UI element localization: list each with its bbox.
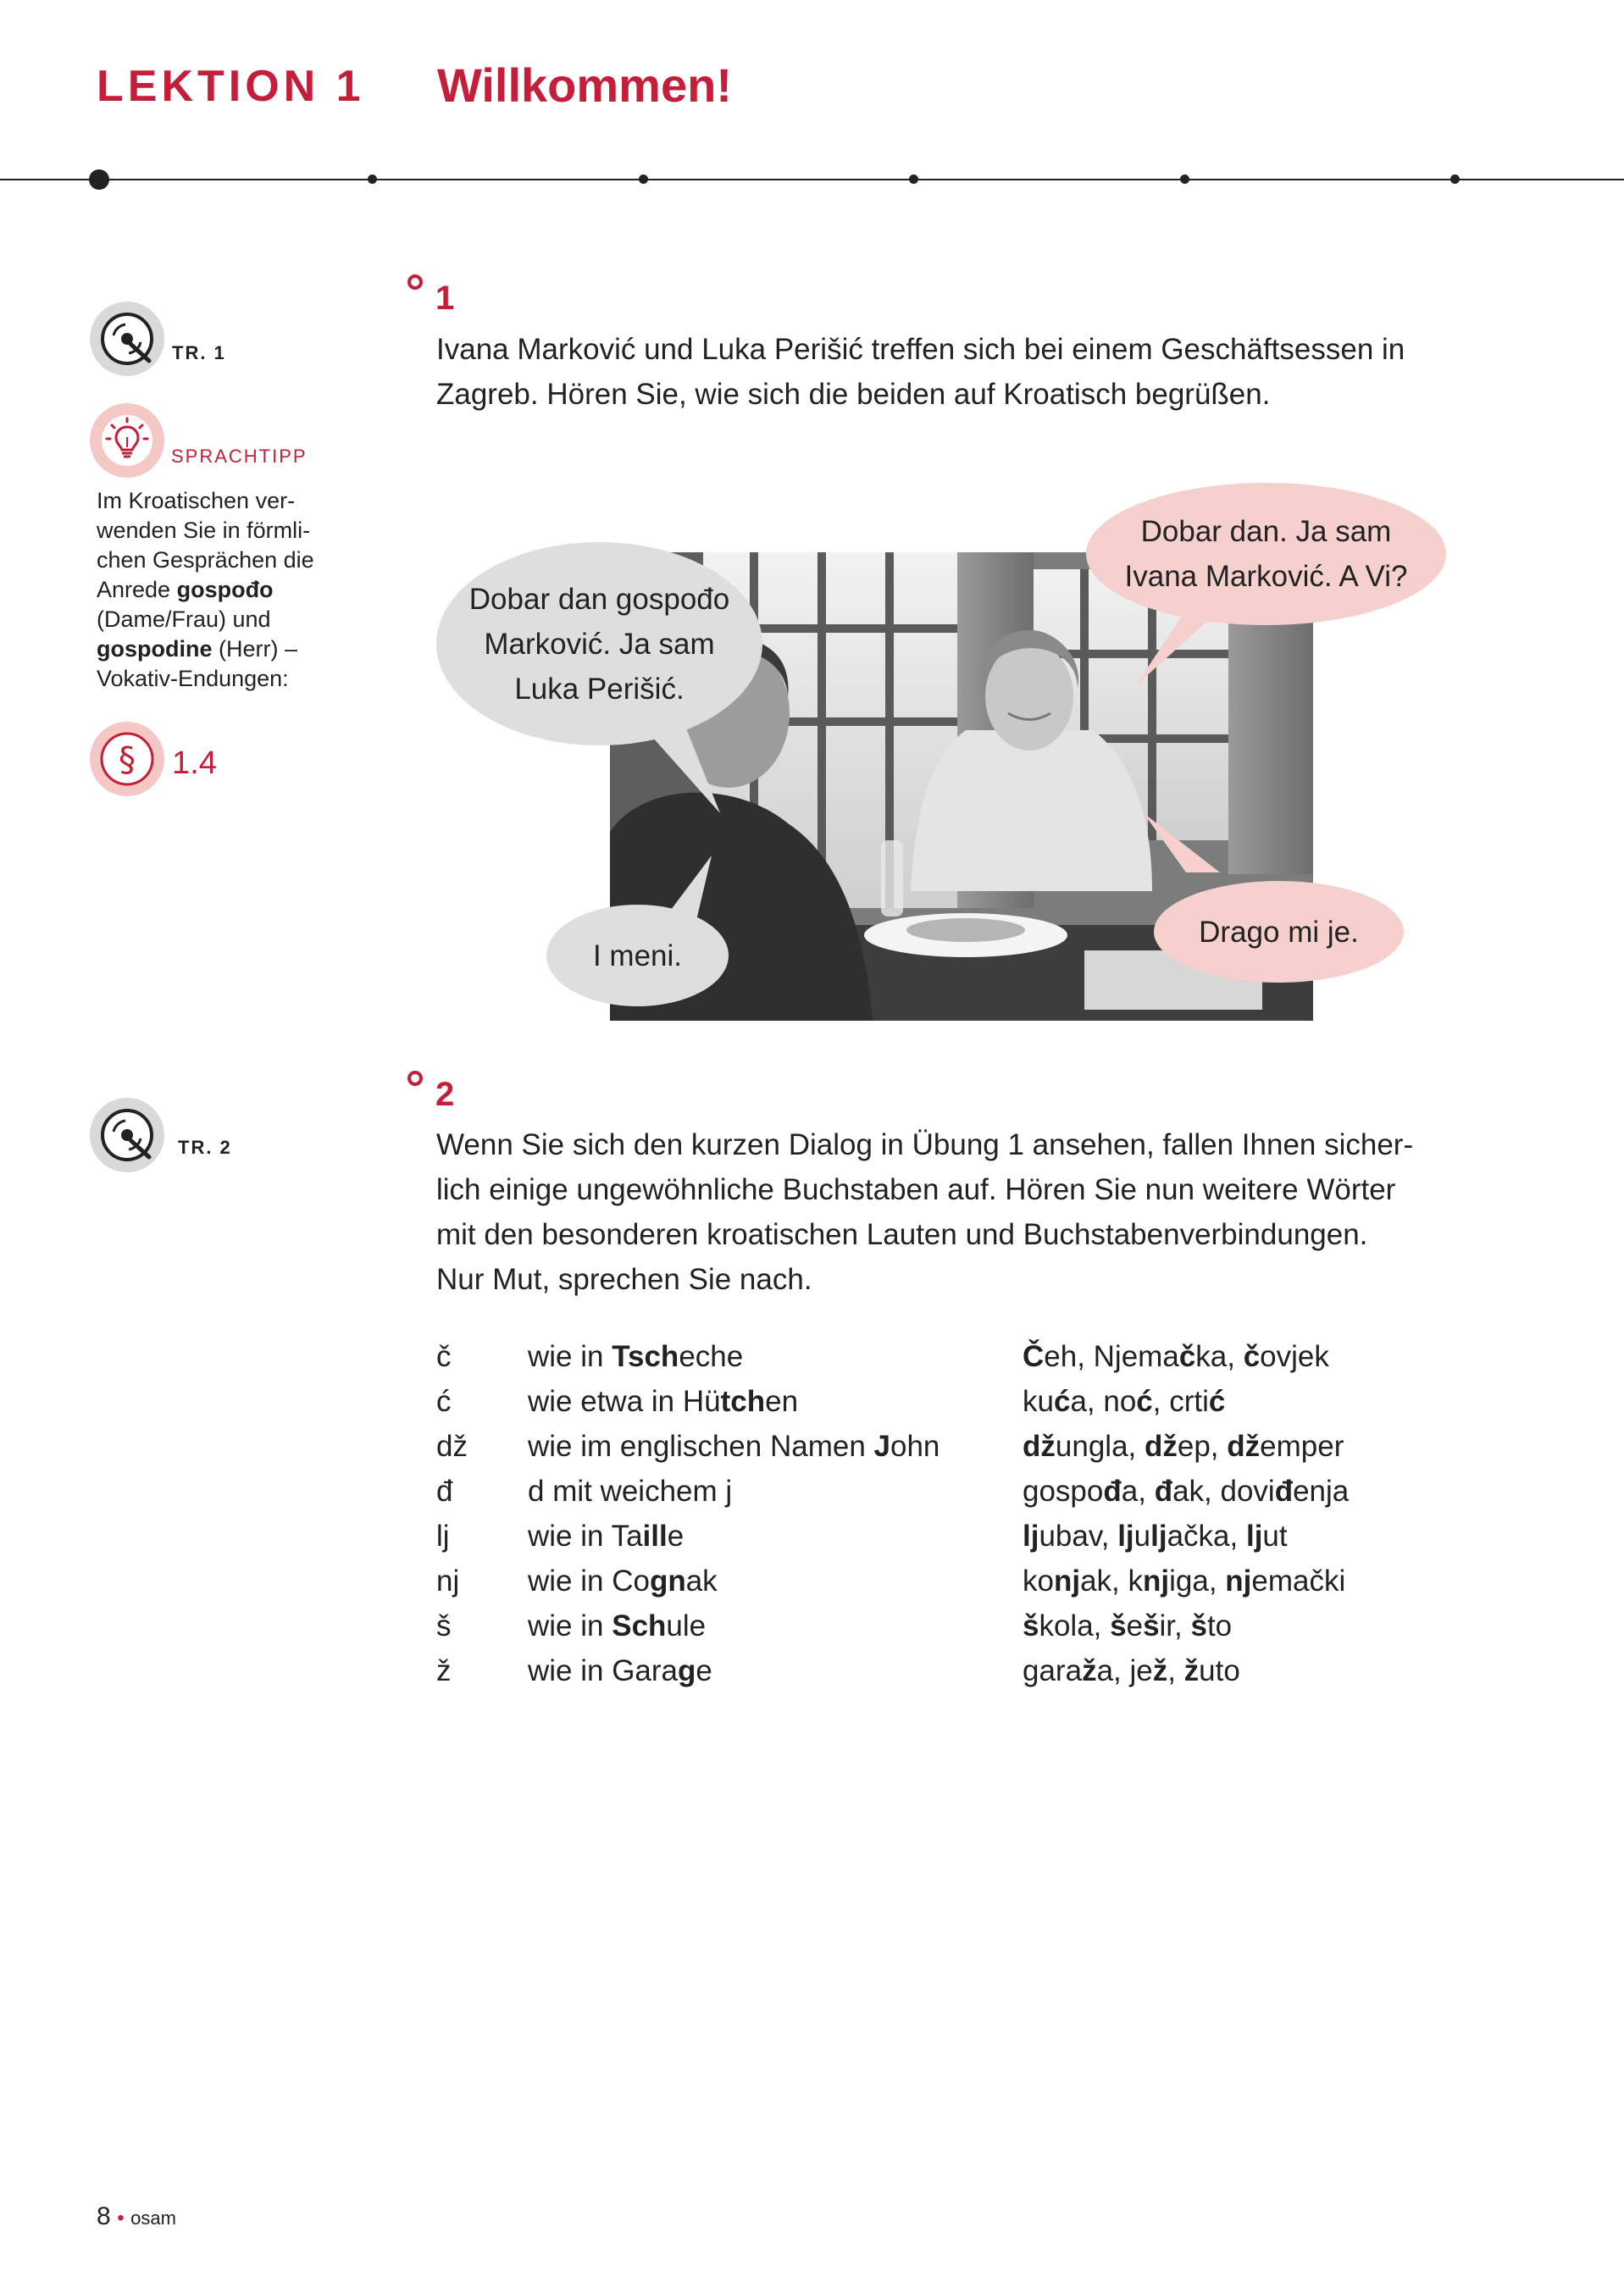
- text-fragment: wie in: [528, 1340, 612, 1373]
- text-fragment: enja: [1293, 1475, 1350, 1508]
- highlighted-letters: Tsch: [612, 1340, 679, 1373]
- highlighted-letters: nj: [1143, 1565, 1170, 1598]
- text-line: Nur Mut, sprechen Sie nach.: [436, 1263, 812, 1296]
- highlighted-letters: gn: [649, 1565, 686, 1598]
- highlighted-letters: đ: [1274, 1475, 1294, 1508]
- highlighted-letters: ć: [1208, 1385, 1226, 1418]
- example-words: [1023, 1514, 1288, 1559]
- exercise-bullet-icon: [407, 1071, 423, 1086]
- highlighted-letters: lj: [1150, 1520, 1167, 1553]
- bubble-line: Drago mi je.: [1199, 915, 1359, 949]
- croatian-letter: ž: [436, 1654, 452, 1687]
- text-fragment: ohn: [890, 1430, 940, 1463]
- highlighted-letters: č: [1178, 1340, 1196, 1373]
- text-fragment: iga,: [1169, 1565, 1226, 1598]
- highlighted-letters: lj: [1023, 1520, 1039, 1553]
- page-number: 8: [97, 2202, 111, 2230]
- text-fragment: ak, dovi: [1172, 1475, 1275, 1508]
- text-fragment: ule: [666, 1609, 707, 1642]
- croatian-letter: š: [436, 1609, 452, 1642]
- text-fragment: ep,: [1177, 1430, 1228, 1463]
- highlighted-letters: Sch: [612, 1609, 667, 1642]
- text-fragment: ut: [1262, 1520, 1288, 1553]
- highlighted-letters: č: [1243, 1340, 1261, 1373]
- track-label-1: TR. 1: [172, 342, 226, 363]
- page-word: osam: [130, 2207, 176, 2229]
- text-fragment: wie in Gara: [528, 1654, 679, 1687]
- tip-label: SPRACHTIPP: [171, 446, 308, 467]
- exercise-number-2: 2: [435, 1076, 455, 1113]
- example-words: [1023, 1603, 1232, 1648]
- text-fragment: e: [667, 1520, 685, 1553]
- text-fragment: d mit weichem j: [528, 1475, 733, 1508]
- text-fragment: wie in: [528, 1609, 612, 1642]
- example-words: [1023, 1334, 1329, 1379]
- text-fragment: emper: [1260, 1430, 1344, 1463]
- grammar-reference[interactable]: 1.4: [172, 745, 217, 781]
- text-fragment: eche: [679, 1340, 744, 1373]
- highlighted-letters: lj: [1117, 1520, 1134, 1553]
- highlighted-letters: ž: [1183, 1654, 1200, 1687]
- croatian-letter: lj: [436, 1520, 450, 1553]
- example-words: [1023, 1648, 1240, 1693]
- highlighted-letters: ć: [1136, 1385, 1153, 1418]
- lesson-label: LEKTION 1: [97, 62, 365, 111]
- highlighted-letters: ill: [642, 1520, 668, 1553]
- tip-line: chen Gesprächen die: [97, 547, 314, 573]
- tip-line: (Dame/Frau) und: [97, 606, 271, 632]
- text-line: Zagreb. Hören Sie, wie sich die beiden auf Kroatisch begrüßen.: [436, 378, 1271, 411]
- croatian-letter: nj: [436, 1565, 460, 1598]
- text-fragment: u: [1133, 1520, 1151, 1553]
- text-fragment: ačka,: [1167, 1520, 1246, 1553]
- bubble-line: Luka Perišić.: [514, 672, 685, 706]
- text-fragment: uto: [1199, 1654, 1240, 1687]
- highlighted-letters: dž: [1227, 1430, 1261, 1463]
- speech-bubble-ivana-reply: [1154, 881, 1404, 983]
- text-line: mit den besonderen kroatischen Lauten und Buchstabenverbindungen.: [436, 1218, 1368, 1251]
- croatian-letter: đ: [436, 1475, 453, 1508]
- speech-bubble-luka-greeting: [436, 542, 762, 745]
- text-fragment: gospo: [1023, 1475, 1104, 1508]
- text-fragment: ubav,: [1039, 1520, 1118, 1553]
- highlighted-letters: nj: [1225, 1565, 1252, 1598]
- text-fragment: e: [696, 1654, 712, 1687]
- highlighted-letters: lj: [1245, 1520, 1263, 1553]
- text-fragment: wie im englischen Namen: [528, 1430, 874, 1463]
- text-fragment: ungla,: [1055, 1430, 1145, 1463]
- highlighted-letters: tch: [720, 1385, 766, 1418]
- text-fragment: ak: [685, 1565, 718, 1598]
- bold-term: gospođo: [176, 577, 274, 602]
- highlighted-letters: ž: [1082, 1654, 1097, 1687]
- example-words: [1023, 1469, 1349, 1514]
- text-fragment: a, je: [1096, 1654, 1153, 1687]
- page-title: Willkommen!: [437, 58, 732, 112]
- croatian-letter: č: [436, 1340, 452, 1373]
- tip-line: Vokativ-Endungen:: [97, 666, 289, 691]
- bubble-line: Dobar dan gospođo: [468, 582, 730, 616]
- text-fragment: a, no: [1070, 1385, 1137, 1418]
- highlighted-letters: š: [1190, 1609, 1207, 1642]
- pronunciation-hint: [528, 1379, 798, 1424]
- text-line: Ivana Marković und Luka Perišić treffen sich bei einem Geschäftsessen in: [436, 333, 1405, 366]
- text-fragment: to: [1206, 1609, 1233, 1642]
- highlighted-letters: đ: [1103, 1475, 1122, 1508]
- text-fragment: wie etwa in Hü: [528, 1385, 721, 1418]
- track-label-2: TR. 2: [178, 1137, 232, 1158]
- tip-line: wenden Sie in förmli-: [97, 518, 311, 543]
- svg-text:§: §: [119, 740, 136, 779]
- text-fragment: ovjek: [1260, 1340, 1329, 1373]
- text-fragment: , crti: [1152, 1385, 1209, 1418]
- pronunciation-hint: [528, 1603, 706, 1648]
- text-fragment: ir,: [1159, 1609, 1191, 1642]
- pronunciation-hint: [528, 1424, 939, 1469]
- highlighted-letters: g: [678, 1654, 696, 1687]
- text-fragment: ko: [1023, 1565, 1054, 1598]
- example-words: [1023, 1559, 1345, 1603]
- croatian-letter: dž: [436, 1430, 468, 1463]
- highlighted-letters: š: [1023, 1609, 1039, 1642]
- speech-bubble-ivana-greeting: [1086, 483, 1446, 625]
- highlighted-letters: đ: [1154, 1475, 1173, 1508]
- highlighted-letters: ž: [1152, 1654, 1168, 1687]
- text-line: lich einige ungewöhnliche Buchstaben auf. Hören Sie nun weitere Wörter: [436, 1173, 1396, 1206]
- text-fragment: e: [1126, 1609, 1144, 1642]
- pronunciation-hint: [528, 1334, 743, 1379]
- highlighted-letters: J: [873, 1430, 890, 1463]
- text-fragment: ku: [1023, 1385, 1054, 1418]
- footer-dot-icon: •: [117, 2207, 125, 2229]
- highlighted-letters: dž: [1144, 1430, 1178, 1463]
- pronunciation-hint: [528, 1559, 718, 1603]
- tip-fragment: (Herr) –: [212, 636, 297, 662]
- text-fragment: ka,: [1195, 1340, 1244, 1373]
- highlighted-letters: dž: [1023, 1430, 1056, 1463]
- pronunciation-hint: [528, 1514, 684, 1559]
- bubble-line: I meni.: [592, 939, 683, 972]
- exercise-2-text: [436, 1122, 1487, 1302]
- bubble-line: Marković. Ja sam: [484, 627, 715, 661]
- highlighted-letters: š: [1143, 1609, 1160, 1642]
- text-fragment: kola,: [1039, 1609, 1111, 1642]
- example-words: [1023, 1424, 1344, 1469]
- text-fragment: en: [765, 1385, 799, 1418]
- pronunciation-hint: [528, 1469, 732, 1514]
- bubble-line: Ivana Marković. A Vi?: [1124, 560, 1408, 593]
- highlighted-letters: ć: [1053, 1385, 1071, 1418]
- text-fragment: emački: [1251, 1565, 1346, 1598]
- tip-line: Im Kroatischen ver-: [97, 488, 296, 513]
- highlighted-letters: nj: [1053, 1565, 1081, 1598]
- text-fragment: ak, k: [1080, 1565, 1143, 1598]
- text-line: Wenn Sie sich den kurzen Dialog in Übung 1 ansehen, fallen Ihnen sicher-: [436, 1128, 1414, 1161]
- bold-term: gospodine: [97, 636, 213, 662]
- highlighted-letters: Č: [1023, 1340, 1045, 1373]
- text-fragment: wie in Ta: [528, 1520, 643, 1553]
- highlighted-letters: š: [1110, 1609, 1127, 1642]
- text-fragment: a,: [1121, 1475, 1155, 1508]
- tip-fragment: Anrede: [97, 577, 177, 602]
- speech-bubble-luka-reply: [546, 905, 729, 1006]
- bubble-line: Dobar dan. Ja sam: [1140, 515, 1392, 548]
- croatian-letter: ć: [436, 1385, 452, 1418]
- text-fragment: gara: [1023, 1654, 1083, 1687]
- example-words: [1023, 1379, 1225, 1424]
- text-fragment: eh, Njema: [1044, 1340, 1179, 1373]
- pronunciation-hint: [528, 1648, 712, 1693]
- exercise-number-1: 1: [435, 280, 455, 317]
- text-fragment: ,: [1167, 1654, 1184, 1687]
- text-fragment: wie in Co: [528, 1565, 650, 1598]
- page-footer: [97, 2202, 176, 2231]
